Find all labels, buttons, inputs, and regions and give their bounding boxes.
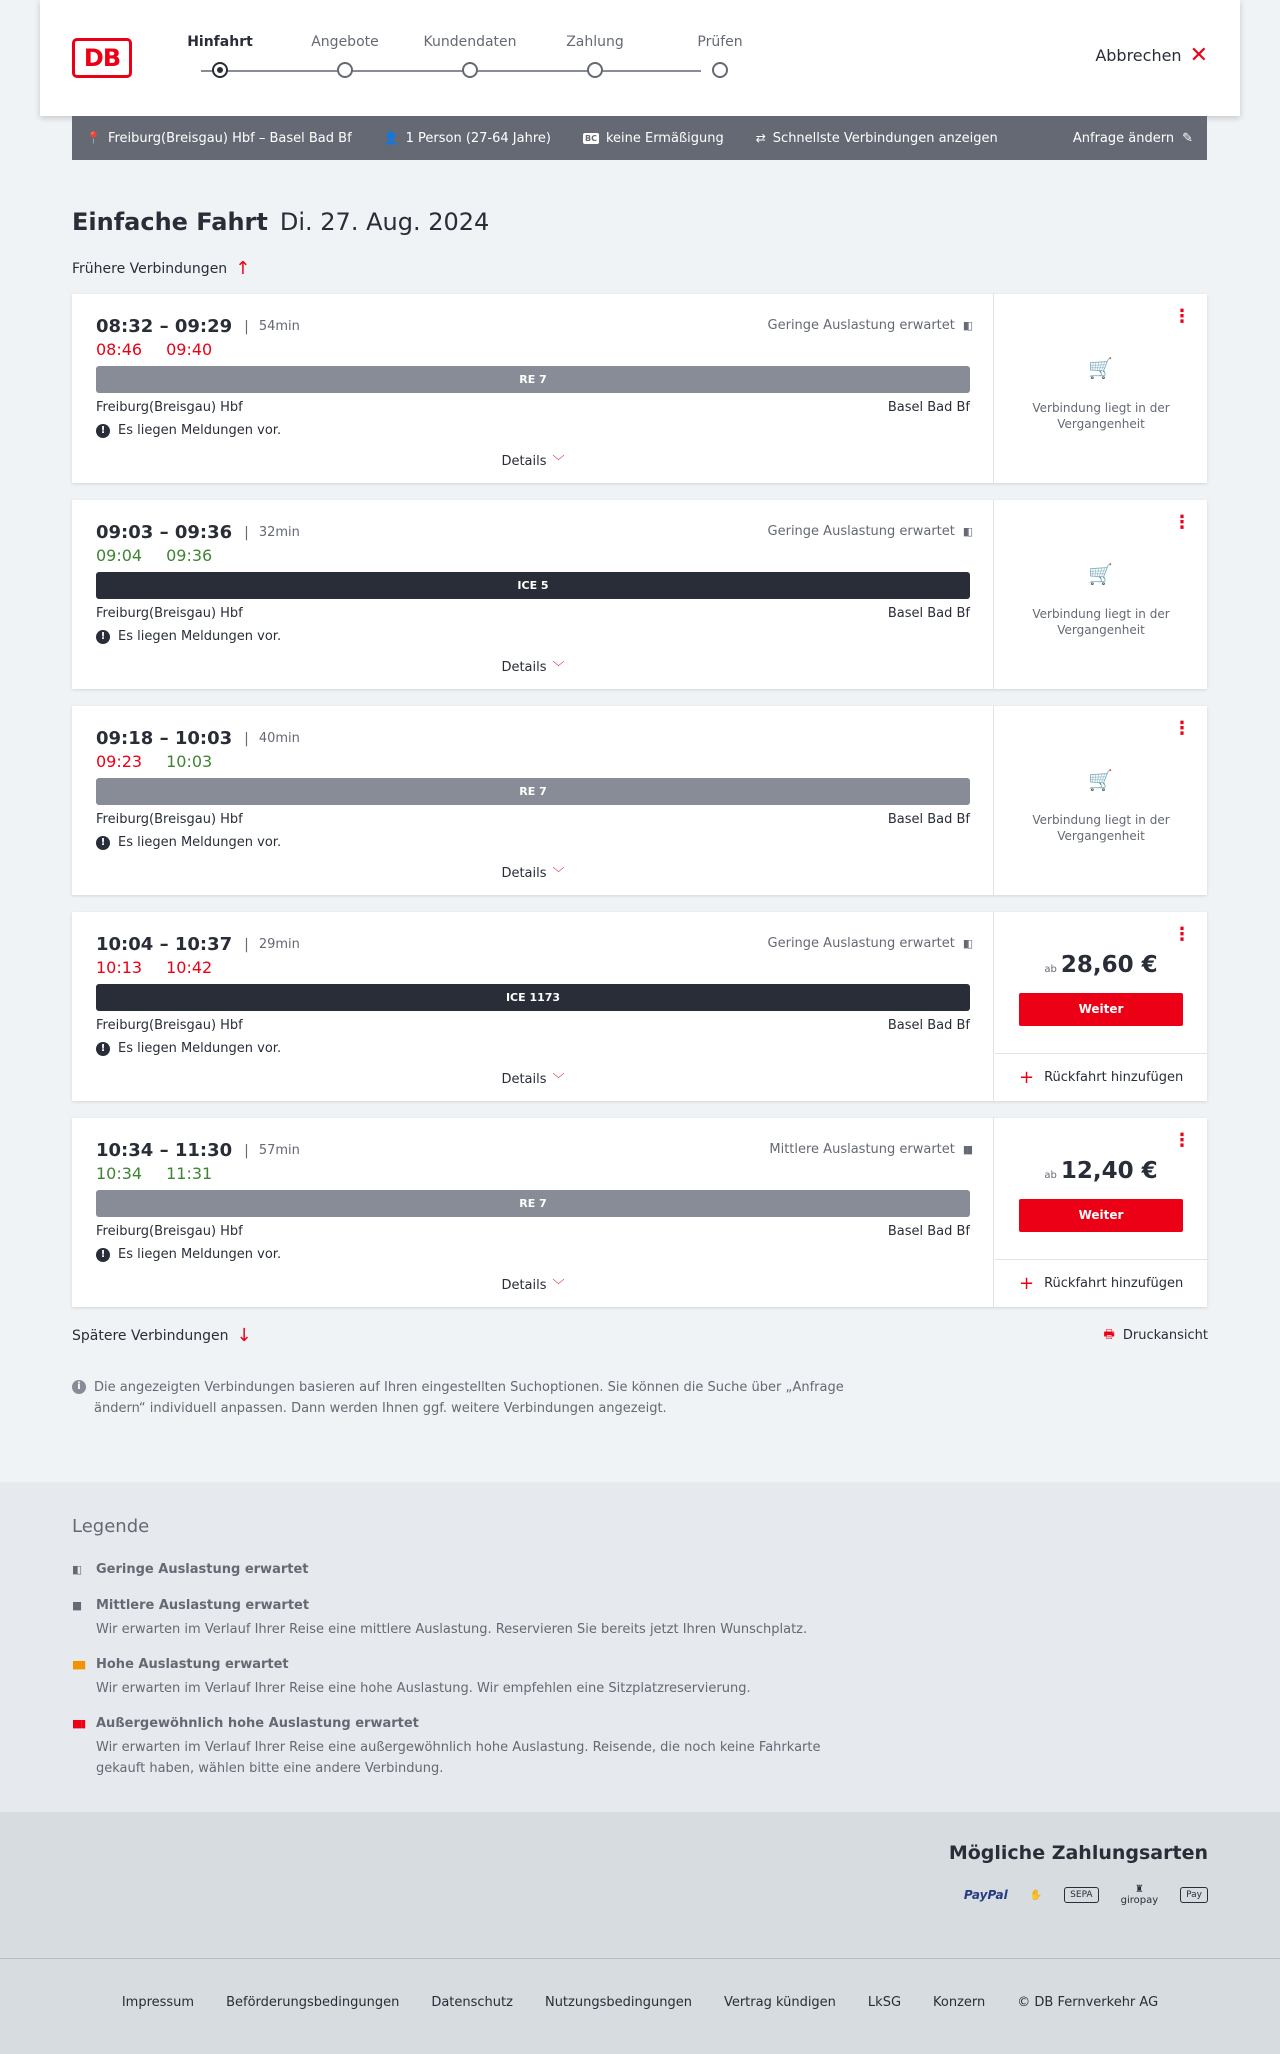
- payment-title: Mögliche Zahlungsarten: [948, 1842, 1208, 1864]
- schedule-times: [96, 728, 300, 749]
- planned-times: 10:34 – 11:30: [96, 1140, 233, 1161]
- step-dot-active: [212, 62, 228, 78]
- pencil-icon: ✎: [1182, 130, 1193, 146]
- printer-icon: 🖶: [1103, 1327, 1115, 1341]
- realtime-times: [96, 546, 212, 565]
- occupancy-low-icon: ▮▯: [72, 1563, 81, 1576]
- legend-item: [72, 1562, 872, 1577]
- chevron-down-icon: ﹀: [552, 866, 565, 880]
- departure-station: Freiburg(Breisgau) Hbf: [96, 606, 243, 621]
- cart-unavailable-icon: 🛒: [1088, 562, 1113, 586]
- realtime-departure: 10:13: [96, 958, 143, 977]
- notice-text: Es liegen Meldungen vor.: [118, 1247, 282, 1262]
- earlier-connections-label: Frühere Verbindungen: [72, 260, 228, 277]
- occupancy-medium-icon: ▮▮: [72, 1599, 81, 1612]
- footer-link-konzern[interactable]: Konzern: [933, 1995, 986, 2010]
- footer-link-vertrag-kuendigen[interactable]: Vertrag kündigen: [723, 1995, 836, 2010]
- occupancy-low-icon: ▮▯: [962, 937, 971, 950]
- legend-label: Hohe Auslastung erwartet: [96, 1657, 289, 1672]
- add-return-label: Rückfahrt hinzufügen: [1044, 1276, 1184, 1291]
- realtime-arrival: 10:03: [166, 752, 213, 771]
- price: [995, 1158, 1207, 1184]
- duration: 54min: [258, 319, 300, 334]
- passenger-text: 1 Person (27-64 Jahre): [405, 130, 551, 146]
- more-options-icon[interactable]: ⋮: [1173, 512, 1191, 533]
- notice: [96, 423, 281, 438]
- step-kundendaten[interactable]: [420, 34, 520, 56]
- occupancy-low-icon: ▮▯: [962, 319, 971, 332]
- booking-stepper: [170, 34, 743, 84]
- route-info: [86, 131, 352, 146]
- occupancy-label: Mittlere Auslastung erwartet: [769, 1142, 955, 1157]
- header: [40, 0, 1240, 116]
- footer-link-befoerderungsbedingungen[interactable]: Beförderungsbedingungen: [226, 1995, 400, 2010]
- later-connections-link[interactable]: [72, 1325, 252, 1346]
- swap-icon: ⇄: [755, 131, 766, 145]
- price-prefix: ab: [1044, 1170, 1057, 1181]
- legend-label: Außergewöhnlich hohe Auslastung erwartet: [96, 1716, 419, 1731]
- details-toggle[interactable]: [72, 864, 994, 881]
- details-label: Details: [501, 454, 547, 469]
- add-return-button[interactable]: [995, 1053, 1207, 1101]
- stations: [96, 1018, 970, 1033]
- passenger-info: [384, 131, 551, 146]
- later-connections-label: Spätere Verbindungen: [72, 1327, 229, 1344]
- offer-panel: [995, 1118, 1207, 1307]
- stations: [96, 812, 970, 827]
- step-label: Hinfahrt: [187, 34, 253, 50]
- more-options-icon[interactable]: ⋮: [1173, 718, 1191, 739]
- step-hinfahrt[interactable]: [170, 34, 270, 56]
- stations: [96, 606, 970, 621]
- continue-button[interactable]: Weiter: [1019, 1199, 1183, 1232]
- legend-item: [72, 1598, 872, 1640]
- edit-request-button[interactable]: [1073, 131, 1193, 146]
- step-label: Angebote: [311, 34, 379, 50]
- apple-pay-icon: [1180, 1887, 1208, 1903]
- connection-summary: [72, 500, 994, 689]
- alert-icon: !: [96, 424, 110, 438]
- occupancy-medium-icon: ▮▮: [962, 1143, 971, 1156]
- search-info-text: Die angezeigten Verbindungen basieren auf Ihren eingestellten Suchoptionen. Sie können die Suche über „Anfrage ändern“ individuell anpassen. Dann werden Ihnen ggf. weitere Verbindungen angezeigt.: [94, 1380, 844, 1416]
- stations: [96, 1224, 970, 1239]
- stations: [96, 400, 970, 415]
- step-dot: [587, 62, 603, 78]
- step-pruefen[interactable]: [670, 34, 770, 56]
- details-label: Details: [501, 1278, 547, 1293]
- occupancy-info: [768, 524, 971, 539]
- footer-link-nutzungsbedingungen[interactable]: Nutzungsbedingungen: [544, 1995, 692, 2010]
- step-label: Zahlung: [566, 34, 624, 50]
- realtime-departure: 08:46: [96, 340, 143, 359]
- more-options-icon[interactable]: ⋮: [1173, 924, 1191, 945]
- alert-icon: !: [96, 1248, 110, 1262]
- notice-text: Es liegen Meldungen vor.: [118, 835, 282, 850]
- connection-summary: [72, 706, 994, 895]
- realtime-arrival: 09:36: [166, 546, 213, 565]
- realtime-times: [96, 752, 212, 771]
- duration: 32min: [258, 525, 300, 540]
- duration: 57min: [258, 1143, 300, 1158]
- separator: |: [244, 524, 249, 541]
- separator: |: [244, 1142, 249, 1159]
- past-connection-text: Verbindung liegt in der Vergangenheit: [1032, 813, 1170, 843]
- legend-description: Wir erwarten im Verlauf Ihrer Reise eine außergewöhnlich hohe Auslastung. Reisende, die noch keine Fahrkarte gekauft haben, wählen bitte eine andere Verbindung.: [96, 1740, 821, 1776]
- arrival-station: Basel Bad Bf: [887, 812, 970, 827]
- page-title: [72, 208, 489, 236]
- legend-head: [72, 1598, 872, 1613]
- search-info: [72, 1377, 852, 1419]
- planned-times: 10:04 – 10:37: [96, 934, 233, 955]
- occupancy-label: Geringe Auslastung erwartet: [767, 524, 955, 539]
- notice-text: Es liegen Meldungen vor.: [118, 1041, 282, 1056]
- plus-icon: +: [1019, 1273, 1035, 1294]
- footer-link-impressum[interactable]: Impressum: [121, 1995, 195, 2010]
- details-toggle[interactable]: [72, 658, 994, 675]
- arrow-down-icon: ↓: [236, 1325, 252, 1346]
- db-logo[interactable]: DB: [72, 38, 132, 78]
- realtime-times: [96, 958, 212, 977]
- notice-text: Es liegen Meldungen vor.: [118, 629, 282, 644]
- connection-card: [72, 500, 1207, 689]
- step-dot: [337, 62, 353, 78]
- connection-summary: [72, 1118, 994, 1307]
- connection-card: [72, 1118, 1207, 1307]
- legend-item: [72, 1716, 872, 1779]
- arrival-station: Basel Bad Bf: [887, 606, 970, 621]
- arrival-station: Basel Bad Bf: [887, 1018, 970, 1033]
- details-toggle[interactable]: [72, 452, 994, 469]
- footer-links: [0, 1995, 1280, 2010]
- occupancy-high-icon: ▮▮▮: [72, 1658, 85, 1671]
- offer-panel: [995, 912, 1207, 1101]
- sepa-icon: SEPA: [1064, 1887, 1098, 1903]
- apple-pay-label: Pay: [1186, 1890, 1202, 1900]
- occupancy-label: Geringe Auslastung erwartet: [767, 936, 955, 951]
- arrival-station: Basel Bad Bf: [887, 400, 970, 415]
- departure-station: Freiburg(Breisgau) Hbf: [96, 812, 243, 827]
- search-summary-bar: [72, 116, 1207, 160]
- alert-icon: !: [96, 1042, 110, 1056]
- step-label: Prüfen: [697, 34, 743, 50]
- cancel-label: Abbrechen: [1095, 46, 1182, 65]
- paypal-icon: PayPal: [963, 1888, 1008, 1902]
- price-prefix: ab: [1044, 964, 1057, 975]
- step-label: Kundendaten: [423, 34, 517, 50]
- giropay-icon: ♜ giropay: [1120, 1884, 1159, 1906]
- departure-station: Freiburg(Breisgau) Hbf: [96, 400, 243, 415]
- alert-icon: !: [96, 630, 110, 644]
- departure-station: Freiburg(Breisgau) Hbf: [96, 1224, 243, 1239]
- connection-card: [72, 912, 1207, 1101]
- occupancy-very-high-icon: ▮▮▮: [72, 1717, 85, 1730]
- occupancy-info: [768, 936, 971, 951]
- footer-link-datenschutz[interactable]: Datenschutz: [431, 1995, 513, 2010]
- details-label: Details: [501, 1072, 547, 1087]
- train-bar[interactable]: ICE 5: [96, 572, 970, 599]
- add-return-button[interactable]: [995, 1259, 1207, 1307]
- more-options-icon[interactable]: ⋮: [1173, 1130, 1191, 1151]
- legend-head: [72, 1657, 872, 1672]
- offer-panel: [995, 706, 1207, 895]
- step-angebote[interactable]: [295, 34, 395, 56]
- trip-type-title: Einfache Fahrt: [72, 208, 268, 236]
- details-toggle[interactable]: [72, 1276, 994, 1293]
- arrow-up-icon: ↑: [235, 258, 251, 279]
- offer-panel: [995, 500, 1207, 689]
- cart-unavailable-icon: 🛒: [1088, 768, 1113, 792]
- notice: [96, 629, 281, 644]
- person-icon: 👤: [383, 131, 399, 145]
- close-icon: ✕: [1189, 42, 1208, 68]
- print-view-link[interactable]: [1104, 1325, 1208, 1346]
- footer-link-lksg[interactable]: LkSG: [867, 1995, 902, 2010]
- credit-card-icon: ✋: [1029, 1889, 1043, 1901]
- notice: [96, 835, 281, 850]
- add-return-label: Rückfahrt hinzufügen: [1044, 1070, 1184, 1085]
- legend-head: [72, 1562, 872, 1577]
- info-icon: i: [72, 1380, 86, 1394]
- duration: 29min: [258, 937, 300, 952]
- separator: |: [244, 730, 249, 747]
- cart-unavailable-icon: 🛒: [1088, 356, 1113, 380]
- planned-times: 09:03 – 09:36: [96, 522, 233, 543]
- planned-times: 09:18 – 10:03: [96, 728, 233, 749]
- connection-card: [72, 294, 1207, 483]
- step-dot: [712, 62, 728, 78]
- step-dot: [462, 62, 478, 78]
- stepper-line: [201, 70, 701, 72]
- more-options-icon[interactable]: ⋮: [1173, 306, 1191, 327]
- location-pin-icon: 📍: [86, 131, 101, 145]
- payment-icons: [964, 1884, 1208, 1906]
- occupancy-low-icon: ▮▯: [962, 525, 971, 538]
- schedule-times: [96, 934, 300, 955]
- chevron-down-icon: ﹀: [552, 1072, 565, 1086]
- occupancy-label: Geringe Auslastung erwartet: [767, 318, 955, 333]
- footer-copyright: © DB Fernverkehr AG: [1017, 1995, 1159, 2010]
- realtime-arrival: 10:42: [166, 958, 213, 977]
- details-label: Details: [501, 866, 547, 881]
- chevron-down-icon: ﹀: [552, 1278, 565, 1292]
- train-bar[interactable]: RE 7: [96, 366, 970, 393]
- legend-description: Wir erwarten im Verlauf Ihrer Reise eine mittlere Auslastung. Reservieren Sie bereits jetzt Ihren Wunschplatz.: [96, 1622, 808, 1637]
- bahncard-icon: BC: [584, 133, 597, 143]
- connection-summary: [72, 294, 994, 483]
- discount-info: [583, 131, 724, 146]
- duration: 40min: [258, 731, 300, 746]
- legend-item: [72, 1657, 872, 1699]
- legend-description: Wir erwarten im Verlauf Ihrer Reise eine hohe Auslastung. Wir empfehlen eine Sitzplatzreservierung.: [96, 1681, 751, 1696]
- schedule-times: [96, 316, 300, 337]
- realtime-times: [96, 1164, 212, 1183]
- cancel-button[interactable]: [1095, 42, 1208, 68]
- legend-label: Geringe Auslastung erwartet: [96, 1562, 309, 1577]
- occupancy-info: [768, 318, 971, 333]
- price-value: 28,60 €: [1060, 952, 1158, 978]
- realtime-arrival: 11:31: [166, 1164, 213, 1183]
- departure-station: Freiburg(Breisgau) Hbf: [96, 1018, 243, 1033]
- connection-summary: [72, 912, 994, 1101]
- train-bar[interactable]: RE 7: [96, 1190, 970, 1217]
- price: [995, 952, 1207, 978]
- realtime-departure: 10:34: [96, 1164, 143, 1183]
- legend-title: Legende: [72, 1516, 150, 1537]
- footer: [0, 1958, 1280, 2054]
- offer-panel: [995, 294, 1207, 483]
- discount-text: keine Ermäßigung: [605, 130, 724, 146]
- past-connection-text: Verbindung liegt in der Vergangenheit: [1032, 607, 1170, 637]
- planned-times: 08:32 – 09:29: [96, 316, 233, 337]
- chevron-down-icon: ﹀: [552, 454, 565, 468]
- legend-head: [72, 1716, 872, 1731]
- payment-methods: [0, 1812, 1280, 1958]
- edit-request-label: Anfrage ändern: [1072, 130, 1175, 146]
- plus-icon: +: [1019, 1067, 1035, 1088]
- price-value: 12,40 €: [1060, 1158, 1158, 1184]
- schedule-times: [96, 1140, 300, 1161]
- route-text: Freiburg(Breisgau) Hbf – Basel Bad Bf: [107, 130, 352, 146]
- earlier-connections-link[interactable]: [72, 258, 250, 279]
- giropay-label: giropay: [1120, 1895, 1159, 1906]
- alert-icon: !: [96, 836, 110, 850]
- realtime-departure: 09:04: [96, 546, 143, 565]
- past-connection-text: Verbindung liegt in der Vergangenheit: [1032, 401, 1170, 431]
- notice-text: Es liegen Meldungen vor.: [118, 423, 282, 438]
- train-bar[interactable]: ICE 1173: [96, 984, 970, 1011]
- step-zahlung[interactable]: [545, 34, 645, 56]
- search-option-text: Schnellste Verbindungen anzeigen: [772, 130, 998, 146]
- continue-button[interactable]: Weiter: [1019, 993, 1183, 1026]
- separator: |: [244, 318, 249, 335]
- chevron-down-icon: ﹀: [552, 660, 565, 674]
- schedule-times: [96, 522, 300, 543]
- notice: [96, 1247, 281, 1262]
- realtime-departure: 09:23: [96, 752, 143, 771]
- train-bar[interactable]: RE 7: [96, 778, 970, 805]
- occupancy-info: [769, 1142, 971, 1157]
- realtime-times: [96, 340, 212, 359]
- realtime-arrival: 09:40: [166, 340, 213, 359]
- arrival-station: Basel Bad Bf: [887, 1224, 970, 1239]
- legend: [0, 1482, 1280, 1812]
- search-option-info: [756, 131, 998, 146]
- separator: |: [244, 936, 249, 953]
- print-view-label: Druckansicht: [1122, 1328, 1208, 1343]
- details-toggle[interactable]: [72, 1070, 994, 1087]
- details-label: Details: [501, 660, 547, 675]
- notice: [96, 1041, 281, 1056]
- legend-label: Mittlere Auslastung erwartet: [96, 1598, 310, 1613]
- trip-date: Di. 27. Aug. 2024: [279, 208, 490, 236]
- connection-card: [72, 706, 1207, 895]
